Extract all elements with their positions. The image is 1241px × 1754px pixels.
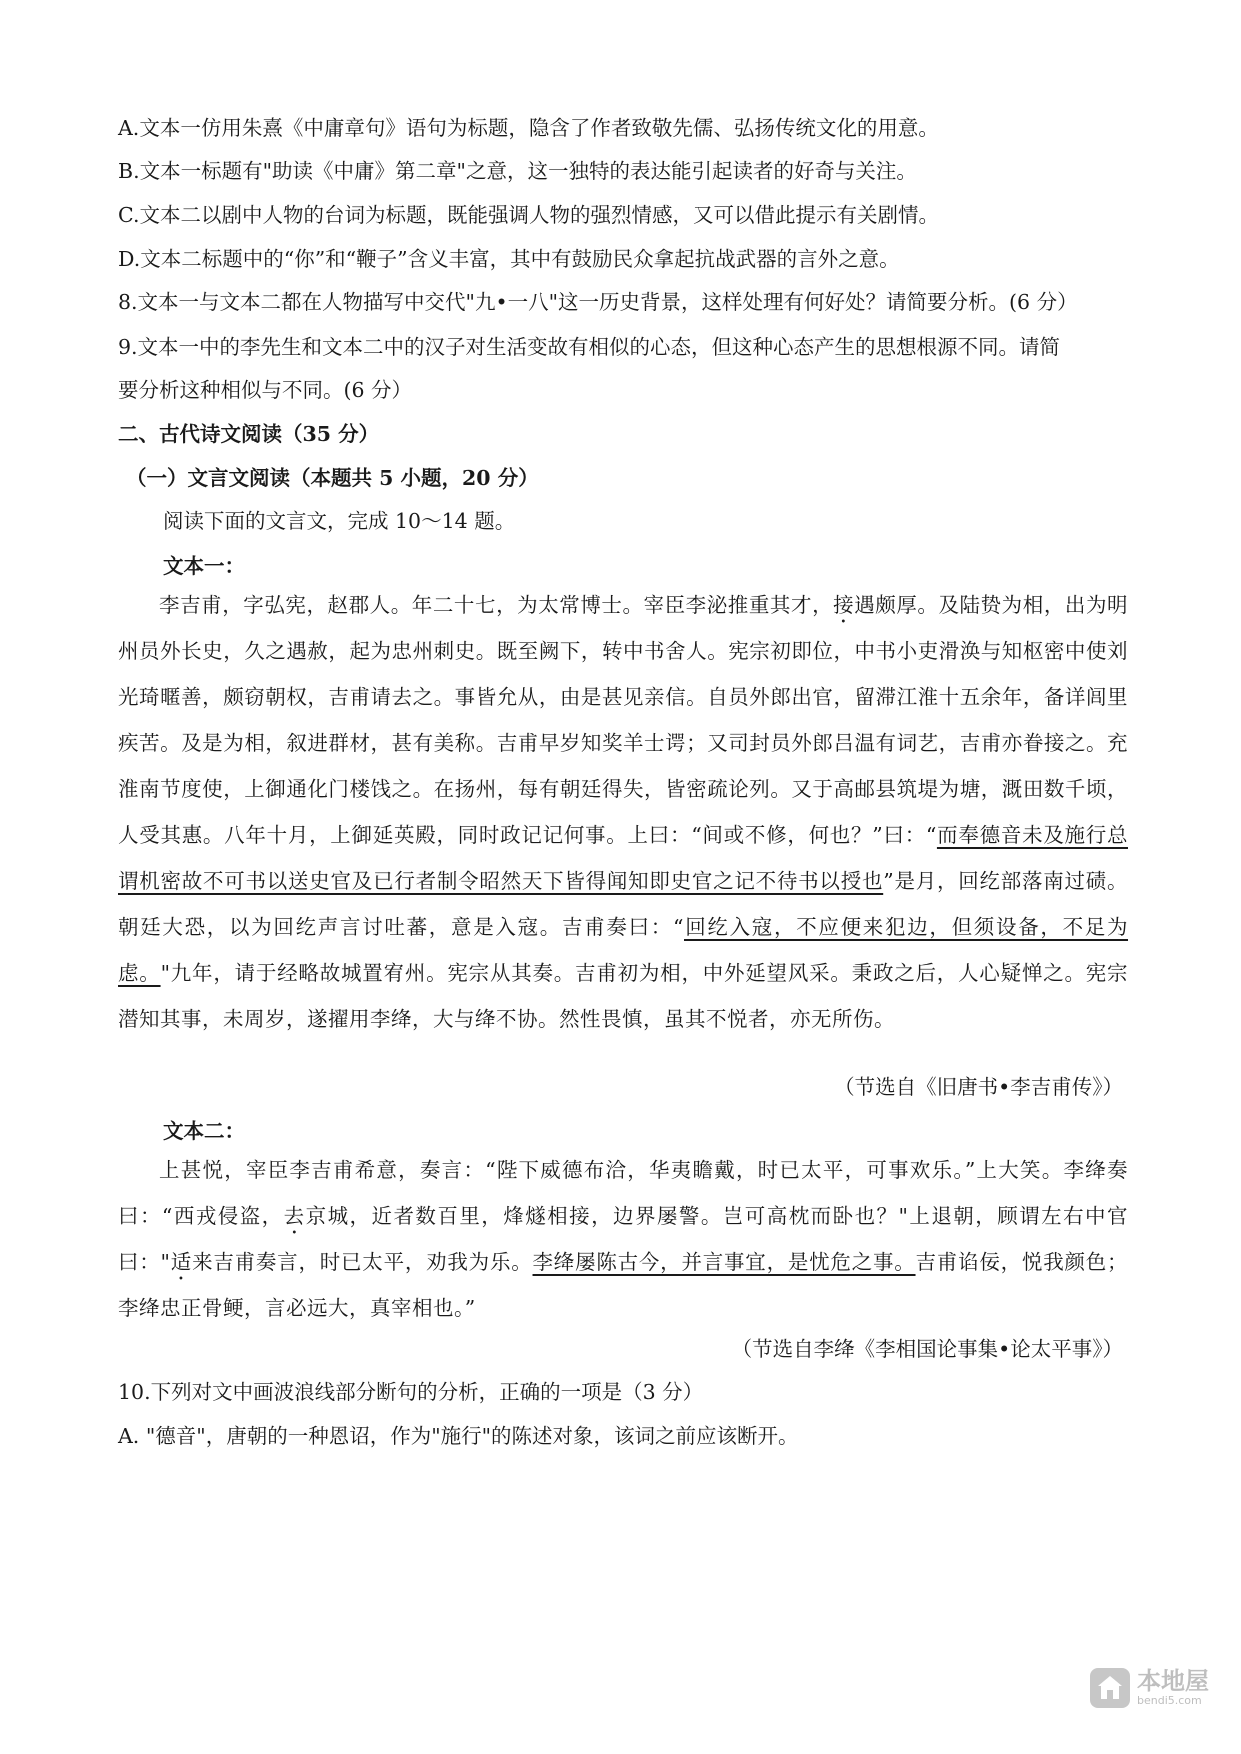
section-2-subtitle: （一）文言文阅读（本题共 5 小题，20 分） bbox=[126, 466, 539, 490]
question-9-line-1: 9.文本一中的李先生和文本二中的汉子对生活变故有相似的心态，但这种心态产生的思想根源不同。请简 bbox=[118, 335, 1061, 359]
reading-instruction: 阅读下面的文言文，完成 10～14 题。 bbox=[163, 509, 516, 533]
section-2-title: 二、古代诗文阅读（35 分） bbox=[118, 422, 380, 446]
question-10-option-a: A. "德音"，唐朝的一种恩诏，作为"施行"的陈述对象，该词之前应该断开。 bbox=[118, 1424, 799, 1448]
option-d: D.文本二标题中的“你”和“鞭子”含义丰富，其中有鼓励民众拿起抗战武器的言外之意。 bbox=[118, 247, 900, 271]
text-2-dotted-char-2: 适 bbox=[170, 1250, 193, 1274]
text-1-part-4: "九年，请于经略故城置宥州。宪宗从其奏。吉甫初为相，中外延望风采。秉政之后，人心疑惮之。宪宗潜知其事，未周岁，遂擢用李绛，大与绛不协。然性畏慎，虽其不悦者，亦无所伤。 bbox=[118, 961, 1128, 1031]
house-logo-icon bbox=[1089, 1667, 1131, 1709]
text-1-dotted-char: 接 bbox=[833, 593, 855, 617]
text-1-label: 文本一： bbox=[163, 554, 245, 578]
underlined-sentence-1: 回纥入寇，不应便来犯边，但须设备，不足为虑。 bbox=[118, 915, 1129, 985]
watermark bbox=[1089, 1660, 1219, 1716]
text-1-source: （节选自《旧唐书•李吉甫传》） bbox=[834, 1075, 1123, 1099]
text-2-passage bbox=[118, 1147, 1128, 1331]
watermark-text bbox=[1137, 1668, 1209, 1708]
text-2-source: （节选自李绛《李相国论事集•论太平事》） bbox=[731, 1337, 1123, 1361]
text-1-passage bbox=[118, 582, 1128, 1042]
text-2-part-3: 来吉甫奏言，时已太平，劝我为乐。 bbox=[192, 1250, 533, 1274]
question-10-stem: 10.下列对文中画波浪线部分断句的分析，正确的一项是（3 分） bbox=[118, 1380, 704, 1404]
question-9-line-2: 要分析这种相似与不同。(6 分） bbox=[118, 378, 413, 402]
text-1-part-3: ”是月，回纥部落南过碛。朝廷大恐，以为回纥声言讨吐蕃，意是入寇。吉甫奏曰：“ bbox=[118, 869, 1128, 939]
text-2-part-4: 吉甫谄佞，悦我颜色；李绛忠正骨鲠，言必远大，真宰相也。” bbox=[118, 1250, 1129, 1320]
question-8: 8.文本一与文本二都在人物描写中交代"九•一八"这一历史背景，这样处理有何好处？请简要分析。(6 分） bbox=[118, 290, 1078, 314]
text-2-part-1: 上甚悦，宰臣李吉甫希意，奏言：“陛下威德布洽，华夷瞻戴，时已太平，可事欢乐。”上大笑。李绛奏曰：“西戎侵盗， bbox=[118, 1158, 1128, 1228]
text-2-part-2: 京城，近者数百里，烽燧相接，边界屡警。岂可高枕而卧也？"上退朝，顾谓左右中官曰：" bbox=[118, 1204, 1129, 1274]
text-2-label: 文本二： bbox=[163, 1119, 245, 1143]
watermark-name: 本地屋 bbox=[1137, 1667, 1209, 1695]
text-2-dotted-char-1: 去 bbox=[283, 1204, 306, 1228]
text-1-part-1: 李吉甫，字弘宪，赵郡人。年二十七，为太常博士。宰臣李泌推重其才， bbox=[159, 593, 834, 617]
option-c: C.文本二以剧中人物的台词为标题，既能强调人物的强烈情感，又可以借此提示有关剧情。 bbox=[118, 203, 939, 227]
option-b: B.文本一标题有"助读《中庸》第二章"之意，这一独特的表达能引起读者的好奇与关注。 bbox=[118, 159, 917, 183]
watermark-url: bendi5.com bbox=[1137, 1694, 1202, 1707]
option-a: A.文本一仿用朱熹《中庸章句》语句为标题，隐含了作者致敬先儒、弘扬传统文化的用意。 bbox=[118, 116, 939, 140]
wavy-underlined-sentence: 而奉德音未及施行总谓机密故不可书以送史官及已行者制令昭然天下皆得闻知即史官之记不待书以授也 bbox=[118, 823, 1128, 893]
text-1-part-2: 遇颇厚。及陆贽为相，出为明州员外长史，久之遇赦，起为忠州刺史。既至阙下，转中书舍人。宪宗初即位，中书小吏滑涣与知枢密中使刘光琦暱善，颇窃朝权，吉甫请去之。事皆允从，由是甚见亲信。自员外郎出官，留滞江淮十五余年，备详闾里疾苦。及是为相，叙进群材，甚有美称。吉甫早岁知奖羊士谔；又司封员外郎吕温有词艺，吉甫亦眷接之。充淮南节度使，上御通化门楼饯之。在扬州，每有朝廷得失，皆密疏论列。又于高邮县筑堤为塘，溉田数千顷，人受其惠。八年十月，上御延英殿，同时政记记何事。上曰：“间或不修，何也？”曰：“ bbox=[118, 593, 1129, 847]
underlined-sentence-2: 李绛屡陈古今，并言事宜，是忧危之事。 bbox=[532, 1250, 916, 1274]
